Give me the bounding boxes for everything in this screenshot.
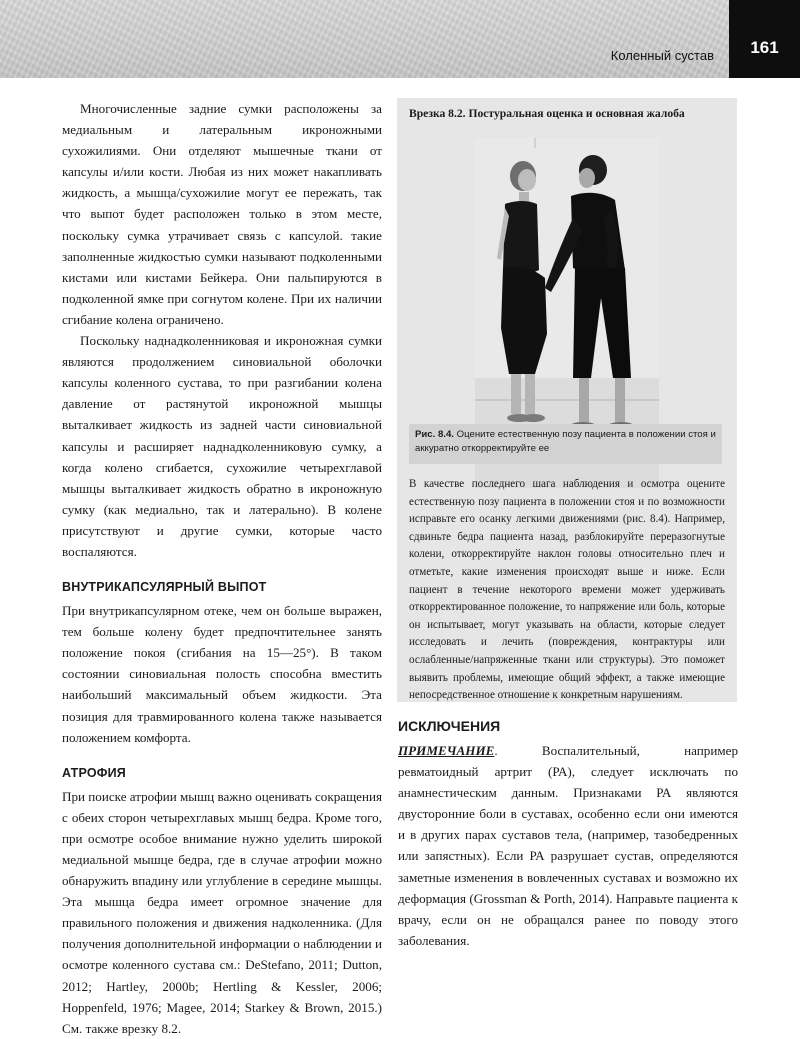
paragraph-atrophy: При поиске атрофии мышц важно оценивать сокращения с обеих сторон четырехглавых мышц бедра. Кроме того, при осмотре особое внимание нужно уделить широкой медиальной мышце бедра, где в случае атрофии можно обнаружить впадину или углубление в середине мышцы. Эта мышца бедра имеет огромное значение для правильного положения и движения надколенника. (Для получения дополнительной информации о наблюдении и осмотре коленного сустава см.: DeStefano, 2011; Dutton, 2012; Hartley, 2000b; Hertling & Kessler, 2006; Hoppenfeld, 1976; Magee, 2014; Starkey & Brown, 2015.) См. также врезку 8.2. [62,788,382,1036]
page-number: 161 [750,38,779,57]
right-column [398,718,738,951]
paragraph-exclusions [398,740,738,951]
sidebar-box-8-2 [397,98,737,702]
paragraph-bursae: Многочисленные задние сумки расположены за медиальным и латеральным икроножными сухожилиями. Они отделяют мышечные ткани от капсулы и/или кости. Любая из них может накапливать жидкость, а мышца/сухожилие могут ее пережать, так что выпот будет расположен только в этом месте, поскольку сумка утрачивает связь с капсулой. такие заполненные жидкостью сумки называют подколенными кистами или кистами Бейкера. Они пальпируются в подколенной ямке при согнутом колене. При их наличии сгибание колена ограничено. [62,101,382,327]
heading-intracapsular-effusion: ВНУТРИКАПСУЛЯРНЫЙ ВЫПОТ [62,580,267,595]
paragraph-effusion: При внутрикапсулярном отеке, чем он больше выражен, тем больше колену будет предпочтительнее занять положение покоя (сгибания на 15—25°). В таком состоянии синовиальная полость способна вместить наибольший максимальный объем жидкости. Эта позиция для травмированного колена также называется положением комфорта. [62,603,382,745]
heading-atrophy: АТРОФИЯ [62,765,126,780]
note-label: ПРИМЕЧАНИЕ [398,743,495,758]
heading-exclusions: ИСКЛЮЧЕНИЯ [398,718,501,734]
paragraph-suprapatellar: Поскольку наднадколенниковая и икроножная сумки являются продолжением синовиальной оболочки капсулы коленного сустава, то при разгибании колена давление от растянутой икроножной мышцы выталкивает жидкость из задней части синовиальной капсулы и расширяет наднадколенниковую сумку, а когда колено сгибается, сухожилие четырехглавой мышцы выталкивает жидкость обратно в икроножную сумку (как медиально, так и латерально). В колене присутствуют и другие сумки, которые часто воспаляются. [62,333,382,559]
left-column [62,98,382,1039]
figure-caption-label: Рис. 8.4. [415,429,454,440]
box-title: Врезка 8.2. Постуральная оценка и основная жалоба [409,107,685,120]
header-band [0,0,800,78]
figure-caption-text: Оцените естественную позу пациента в положении стоя и аккуратно откорректируйте ее [415,429,716,454]
note-text: . Воспалительный, например ревматоидный артрит (РА), следует исключать по анамнестическим данным. Признаками РА являются двусторонние боли в суставах, особенно если они имеются и в других парах суставов тела, (например, тазобедренных или запястных). Если РА разрушает сустав, определяются заметные изменения в вовлеченных суставах и возможно их деформация (Grossman & Porth, 2014). Направьте пациента к врачу, если он не обращался ранее по поводу этого заболевания. [398,743,738,948]
box-body-text: В качестве последнего шага наблюдения и осмотра оцените естественную позу пациента в положении стоя и по возможности исправьте его осанку легкими движениями (рис. 8.4). Например, сдвиньте бедра пациента назад, разблокируйте переразогнутые колени, откорректируйте наклон головы относительно плеч и отметьте, какие изменения происходят выше и ниже. Если пациент в течение некоторого времени может удерживать откорректированное положение, то напряжение или боль, которые он испытывает, могут указывать на области, которые следует исследовать и лечить (повреждения, контрактуры или ослабленные/напряженные ткани или структуры). Это поможет выявить проблемы, имеющие общий эффект, а также имеющие непосредственное отношение к конкретным нарушениям. [409,478,725,702]
page-number-box [729,0,800,78]
figure-caption [409,424,722,464]
running-head: Коленный сустав [610,48,714,63]
